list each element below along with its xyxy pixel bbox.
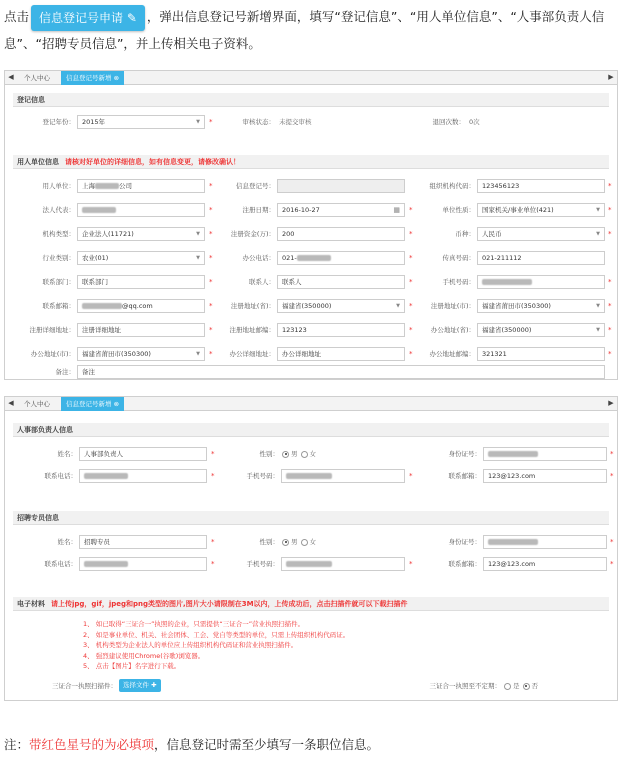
redacted-text — [488, 451, 538, 457]
upload-notes — [83, 619, 349, 672]
unit-nature-select[interactable] — [477, 203, 605, 217]
reg-date-input[interactable] — [277, 203, 405, 217]
reg-detail-value: 注册详细地址 — [82, 326, 121, 334]
remark-value: 备注 — [82, 368, 95, 376]
org-type-label: 机构类型： — [42, 230, 75, 238]
recruiter-row-1 — [5, 535, 619, 549]
required-star: * — [211, 560, 215, 568]
employer-row-1 — [5, 179, 619, 193]
recruiter-section-title — [13, 511, 609, 525]
employer-row-remark — [5, 365, 619, 379]
remark-input[interactable] — [77, 365, 605, 379]
reg-row — [5, 115, 619, 129]
chevron-down-icon: ▼ — [596, 231, 600, 237]
chevron-down-icon: ▼ — [196, 255, 200, 261]
reg-zip-input[interactable] — [277, 323, 405, 337]
reg-date-value: 2016-10-27 — [282, 206, 320, 214]
choose-file-button[interactable] — [119, 679, 161, 692]
redacted-text — [286, 561, 332, 567]
required-star: * — [409, 230, 413, 238]
no-radio[interactable] — [523, 683, 530, 690]
rec-email-value: 123@123.com — [488, 560, 536, 568]
office-phone-input[interactable] — [277, 251, 405, 265]
currency-label: 币种： — [455, 230, 475, 238]
rec-tel-input[interactable] — [79, 557, 207, 571]
reg-title: 登记信息 — [17, 96, 45, 104]
footer-required: 带红色星号的为必填项 — [29, 737, 155, 752]
hr-id-label: 身份证号： — [448, 450, 481, 458]
upload-title: 电子材料 — [17, 600, 45, 608]
unit-value: 上海 — [82, 182, 95, 190]
rec-id-label: 身份证号： — [448, 538, 481, 546]
office-phone-label: 办公电话： — [242, 254, 275, 262]
upload-note-1: 1、 如已取得“三证合一”执照的企业，只需提供“三证合一”营业执照扫描件。 — [83, 620, 305, 628]
female-label: 女 — [309, 538, 316, 546]
office-zip-input[interactable] — [477, 347, 605, 361]
required-star: * — [211, 538, 215, 546]
intro-text — [4, 4, 618, 57]
redacted-text — [95, 183, 119, 189]
legal-input[interactable] — [77, 203, 205, 217]
unit-value-suffix: 公司 — [119, 182, 132, 190]
reg-section-title — [13, 93, 609, 107]
office-detail-input[interactable] — [277, 347, 405, 361]
required-star: * — [209, 230, 213, 238]
unit-nature-value: 国家机关/事业单位(421) — [482, 206, 554, 214]
org-code-label: 组织机构代码： — [429, 182, 475, 190]
chevron-down-icon: ▼ — [596, 327, 600, 333]
rec-name-value: 招聘专员 — [84, 538, 110, 546]
required-star: * — [610, 472, 614, 480]
required-star: * — [409, 560, 413, 568]
close-icon[interactable]: ⊗ — [113, 400, 120, 408]
office-prov-select[interactable] — [477, 323, 605, 337]
tab-personal-center[interactable]: 个人中心 — [24, 74, 50, 82]
email-label: 联系邮箱： — [42, 302, 75, 310]
email-input[interactable] — [77, 299, 205, 313]
tab-scroll-right-icon[interactable]: ▶ — [608, 399, 614, 407]
tab-personal-center[interactable]: 个人中心 — [24, 400, 50, 408]
register-panel-bottom — [4, 396, 618, 701]
contact-value: 联系人 — [282, 278, 302, 286]
required-star: * — [409, 278, 413, 286]
tab-bar — [5, 397, 617, 411]
dept-input[interactable] — [77, 275, 205, 289]
apply-register-button[interactable] — [31, 5, 145, 31]
hr-section-title — [13, 423, 609, 437]
chevron-down-icon: ▼ — [196, 231, 200, 237]
reg-zip-value: 123123 — [282, 326, 307, 334]
office-prov-label: 办公地址(省)： — [430, 326, 475, 334]
tab-register-new[interactable] — [61, 397, 124, 411]
apply-register-button-label: 信息登记号申请 — [39, 10, 124, 25]
calendar-icon[interactable]: ▦ — [393, 206, 400, 214]
reg-date-label: 注册日期： — [242, 206, 275, 214]
required-star: * — [608, 206, 612, 214]
required-star: * — [209, 302, 213, 310]
tab-bar — [5, 71, 617, 85]
employer-row-6 — [5, 299, 619, 313]
tab-scroll-left-icon[interactable]: ◀ — [8, 73, 14, 81]
employer-section-title — [13, 155, 609, 169]
hr-row-1 — [5, 447, 619, 461]
required-star: * — [610, 538, 614, 546]
recruiter-row-2 — [5, 557, 619, 571]
required-star: * — [409, 254, 413, 262]
chevron-down-icon: ▼ — [596, 303, 600, 309]
tab-register-new[interactable] — [61, 71, 124, 85]
required-star: * — [409, 350, 413, 358]
hr-row-2 — [5, 469, 619, 483]
rec-email-label: 联系邮箱： — [448, 560, 481, 568]
return-value: 0次 — [469, 118, 480, 126]
intro-prefix: 点击 — [4, 9, 30, 24]
female-label: 女 — [309, 450, 316, 458]
tab-register-new-label: 信息登记号新增 — [66, 74, 112, 82]
hr-name-value: 人事部负责人 — [84, 450, 123, 458]
legal-label: 法人代表： — [42, 206, 75, 214]
upload-section-title — [13, 597, 609, 611]
reg-zip-label: 注册地址邮编： — [229, 326, 275, 334]
hr-gender-label: 性别： — [259, 450, 279, 458]
year-label: 登记年份： — [42, 118, 75, 126]
unit-nature-label: 单位性质： — [442, 206, 475, 214]
employer-warning: 请核对好单位的详细信息，如有信息变更，请修改确认！ — [65, 158, 240, 166]
upload-note-3: 3、 机构类型为企业法人的单位应上传组织机构代码证和营业执照扫描件。 — [83, 641, 298, 649]
mobile-input[interactable] — [477, 275, 605, 289]
upload-warning: 请上传jpg，gif，jpeg和png类型的图片,图片大小请限制在3M以内，上传成功后，点击扫描件就可以下载扫描件 — [51, 600, 408, 608]
review-value: 未提交审核 — [279, 118, 312, 126]
hr-name-input[interactable] — [79, 447, 207, 461]
redacted-text — [82, 207, 116, 213]
required-star: * — [209, 278, 213, 286]
year-value: 2015年 — [82, 118, 106, 126]
tab-scroll-left-icon[interactable]: ◀ — [8, 399, 14, 407]
org-type-select[interactable] — [77, 227, 205, 241]
rec-email-input[interactable] — [483, 557, 607, 571]
rec-mobile-input[interactable] — [281, 557, 405, 571]
remark-label: 备注： — [55, 368, 75, 376]
hr-tel-input[interactable] — [79, 469, 207, 483]
chevron-down-icon: ▼ — [196, 351, 200, 357]
reg-detail-input[interactable] — [77, 323, 205, 337]
upload-note-2: 2、 如是事业单位、机关、社会团体、工会、党自等类型的单位，只需上传组织机构代码证。 — [83, 630, 350, 639]
required-star: * — [608, 350, 612, 358]
year-select[interactable] — [77, 115, 205, 129]
choose-file-label: 选择文件 — [123, 681, 149, 689]
expiry-label: 三证合一执照至不定期： — [429, 682, 501, 690]
required-star: * — [608, 182, 612, 190]
reg-addr-city-label: 注册地址(市)： — [430, 302, 475, 310]
required-star: * — [608, 230, 612, 238]
email-suffix: @qq.com — [122, 302, 153, 310]
upload-row — [5, 679, 619, 693]
male-radio[interactable] — [282, 539, 289, 546]
redacted-text — [488, 539, 538, 545]
female-radio[interactable] — [301, 451, 308, 458]
reg-addr-city-value: 福建省莆田市(350300) — [482, 302, 551, 310]
redacted-text — [482, 279, 532, 285]
unit-label: 用人单位： — [42, 182, 75, 190]
required-star: * — [209, 350, 213, 358]
required-star: * — [209, 206, 213, 214]
footer-prefix: 注： — [4, 737, 30, 752]
industry-label: 行业类别： — [42, 254, 75, 262]
reg-no-input[interactable] — [277, 179, 405, 193]
required-star: * — [608, 326, 612, 334]
yes-label: 是 — [513, 682, 520, 690]
yes-radio[interactable] — [504, 683, 511, 690]
required-star: * — [610, 560, 614, 568]
fax-value: 021-211112 — [482, 254, 522, 262]
reg-capital-input[interactable] — [277, 227, 405, 241]
required-star: * — [209, 254, 213, 262]
chevron-down-icon: ▼ — [196, 119, 200, 125]
no-label: 否 — [531, 682, 538, 690]
chevron-down-icon: ▼ — [596, 207, 600, 213]
hr-name-label: 姓名： — [57, 450, 77, 458]
unit-input[interactable] — [77, 179, 205, 193]
fax-label: 传真号码： — [442, 254, 475, 262]
org-type-value: 企业法人(11721) — [82, 230, 134, 238]
employer-row-3 — [5, 227, 619, 241]
redacted-text — [82, 303, 122, 309]
redacted-text — [297, 255, 331, 261]
office-detail-value: 办公详细地址 — [282, 350, 321, 358]
male-radio[interactable] — [282, 451, 289, 458]
required-star: * — [608, 278, 612, 286]
male-label: 男 — [291, 450, 298, 458]
return-label: 退回次数： — [432, 118, 465, 126]
employer-row-4 — [5, 251, 619, 265]
mobile-label: 手机号码： — [442, 278, 475, 286]
hr-id-input[interactable] — [483, 447, 607, 461]
currency-value: 人民币 — [482, 230, 502, 238]
required-star: * — [409, 326, 413, 334]
reg-capital-label: 注册资金(万)： — [230, 230, 275, 238]
required-star: * — [608, 302, 612, 310]
rec-id-input[interactable] — [483, 535, 607, 549]
employer-row-5 — [5, 275, 619, 289]
rec-gender-label: 性别： — [259, 538, 279, 546]
required-star: * — [211, 472, 215, 480]
office-city-select[interactable] — [77, 347, 205, 361]
redacted-text — [286, 473, 332, 479]
close-icon[interactable]: ⊗ — [113, 74, 120, 82]
required-star: * — [209, 182, 213, 190]
office-city-value: 福建省莆田市(350300) — [82, 350, 151, 358]
hr-tel-label: 联系电话： — [44, 472, 77, 480]
required-star: * — [409, 206, 413, 214]
hr-email-input[interactable] — [483, 469, 607, 483]
plus-icon: ✚ — [151, 681, 157, 689]
hr-email-label: 联系邮箱： — [448, 472, 481, 480]
reg-addr-prov-label: 注册地址(省)： — [230, 302, 275, 310]
hr-gender-radios — [279, 447, 316, 461]
recruiter-title: 招聘专员信息 — [17, 514, 59, 522]
reg-detail-label: 注册详细地址： — [29, 326, 75, 334]
office-zip-value: 321321 — [482, 350, 507, 358]
employer-row-2 — [5, 203, 619, 217]
expiry-radios — [501, 679, 538, 693]
reg-capital-value: 200 — [282, 230, 295, 238]
required-star: * — [211, 450, 215, 458]
female-radio[interactable] — [301, 539, 308, 546]
industry-select[interactable] — [77, 251, 205, 265]
reg-addr-prov-value: 福建省(350000) — [282, 302, 332, 310]
contact-input[interactable] — [277, 275, 405, 289]
required-star: * — [209, 118, 213, 126]
hr-mobile-label: 手机号码： — [246, 472, 279, 480]
rec-gender-radios — [279, 535, 316, 549]
reg-addr-city-select[interactable] — [477, 299, 605, 313]
chevron-down-icon: ▼ — [396, 303, 400, 309]
scan-label: 三证合一执照扫描件： — [52, 682, 117, 690]
tag-icon: ✎ — [126, 10, 137, 25]
intro-suffix: ，弹出信息登记号新增界面，填写“登记信息”、“用人单位信息”、“人事部负责人信息”、“招聘专员信息”，并上传相关电子资料。 — [4, 9, 605, 51]
upload-note-5: 5、 点击【图片】名字进行下载。 — [83, 662, 181, 670]
employer-title: 用人单位信息 — [17, 158, 59, 166]
review-label: 审核状态： — [242, 118, 275, 126]
redacted-text — [84, 473, 128, 479]
rec-name-input[interactable] — [79, 535, 207, 549]
rec-tel-label: 联系电话： — [44, 560, 77, 568]
fax-input[interactable] — [477, 251, 605, 265]
contact-label: 联系人： — [249, 278, 275, 286]
office-zip-label: 办公地址邮编： — [429, 350, 475, 358]
footer-note — [4, 734, 379, 756]
industry-value: 农业(01) — [82, 254, 109, 262]
redacted-text — [84, 561, 128, 567]
required-star: * — [409, 302, 413, 310]
male-label: 男 — [291, 538, 298, 546]
tab-register-new-label: 信息登记号新增 — [66, 400, 112, 408]
dept-value: 联系部门 — [82, 278, 108, 286]
tab-scroll-right-icon[interactable]: ▶ — [608, 73, 614, 81]
hr-email-value: 123@123.com — [488, 472, 536, 480]
required-star: * — [209, 326, 213, 334]
required-star: * — [610, 450, 614, 458]
office-city-label: 办公地址(市)： — [30, 350, 75, 358]
dept-label: 联系部门： — [42, 278, 75, 286]
hr-title: 人事部负责人信息 — [17, 426, 73, 434]
register-panel-top — [4, 70, 618, 380]
employer-row-7 — [5, 323, 619, 337]
rec-mobile-label: 手机号码： — [246, 560, 279, 568]
office-prov-value: 福建省(350000) — [482, 326, 532, 334]
reg-addr-prov-select[interactable] — [277, 299, 405, 313]
footer-suffix: ，信息登记时需至少填写一条职位信息。 — [154, 737, 380, 752]
upload-note-4: 4、 强烈建议使用Chrome(谷歌)浏览器。 — [83, 651, 205, 660]
reg-no-label: 信息登记号： — [236, 182, 275, 190]
org-code-input[interactable] — [477, 179, 605, 193]
rec-name-label: 姓名： — [57, 538, 77, 546]
org-code-value: 123456123 — [482, 182, 520, 190]
office-detail-label: 办公详细地址： — [229, 350, 275, 358]
currency-select[interactable] — [477, 227, 605, 241]
office-phone-value: 021- — [282, 254, 297, 262]
required-star: * — [409, 472, 413, 480]
employer-row-8 — [5, 347, 619, 361]
hr-mobile-input[interactable] — [281, 469, 405, 483]
